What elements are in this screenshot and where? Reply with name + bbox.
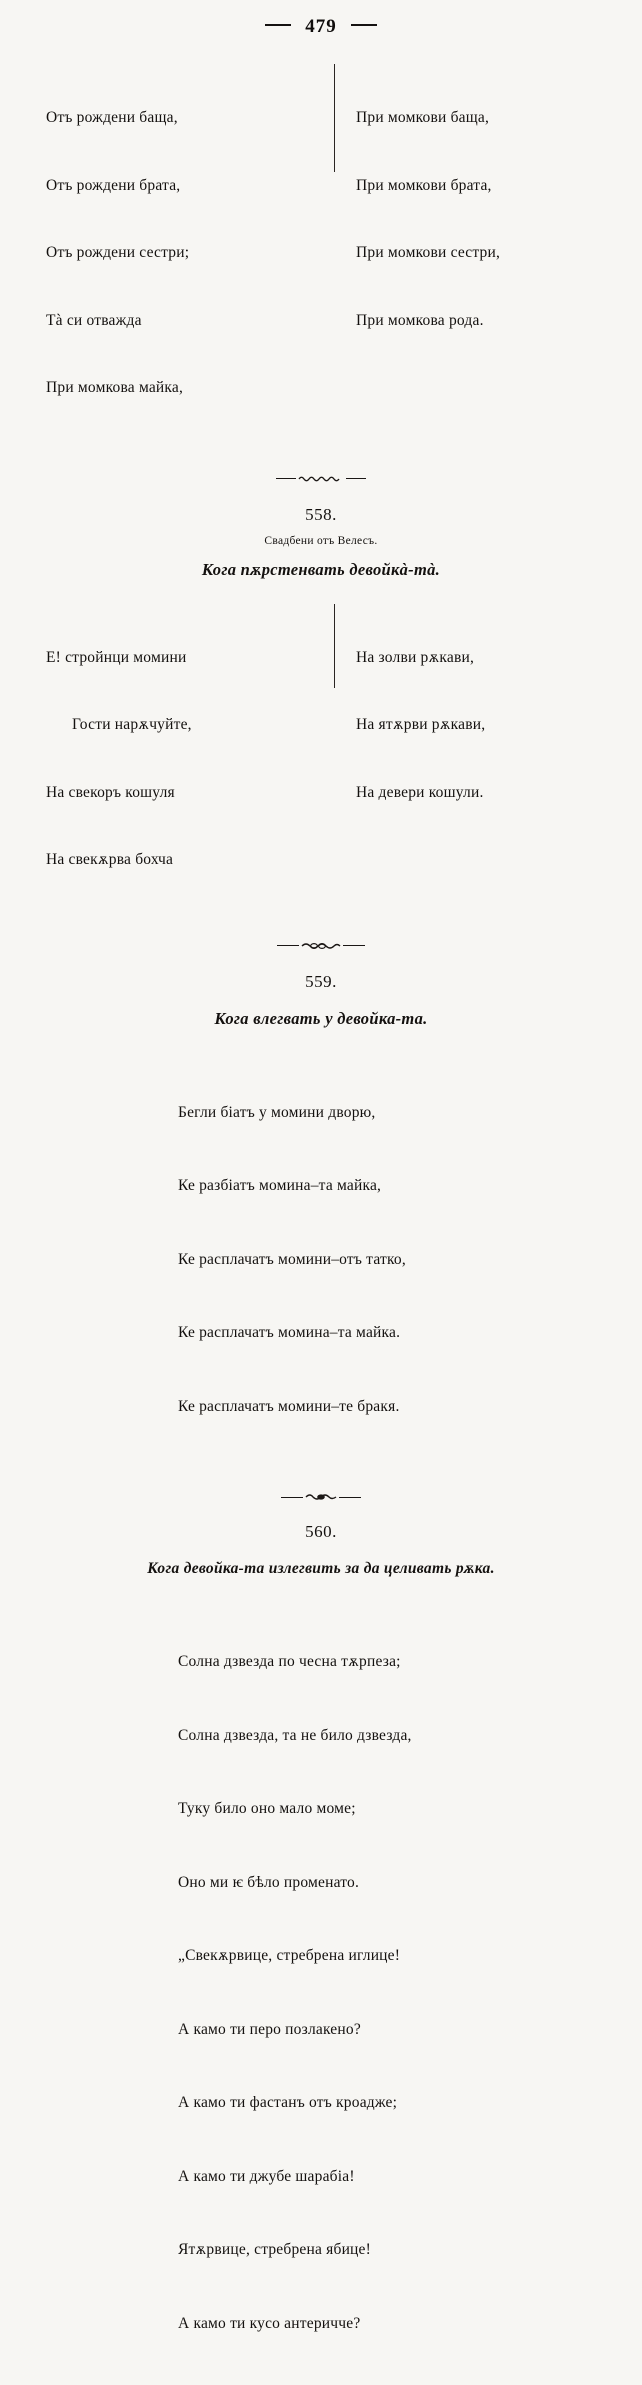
verse-line: При момкови брата, — [356, 176, 492, 194]
verse-line: Е! стройнци момини — [46, 648, 187, 666]
stanza-column-left — [46, 602, 334, 917]
verse-line: При момкови баща, — [356, 109, 490, 126]
ornament-divider — [0, 939, 642, 953]
stanza-column-left — [46, 62, 334, 445]
ornament-bar-left — [277, 945, 299, 946]
verse-line: На свекоръ кошуля — [46, 783, 175, 801]
section-number-560: 560. — [305, 1522, 337, 1541]
stanza-column-right — [334, 602, 485, 917]
section-subtitle-558: Свадбени отъ Велесъ. — [264, 534, 378, 547]
verse-line: Туку било оно мало моме; — [178, 1800, 356, 1817]
verse-line: „Свекѫрвице, стребрена иглице! — [178, 1947, 401, 1964]
verse-line: На свекѫрва бохча — [46, 851, 174, 868]
verse-line: На золви рѫкави, — [356, 648, 475, 666]
verse-line: Отъ рождени сестри; — [46, 244, 190, 261]
ornament-bar-right — [343, 945, 365, 946]
verse-line: При момкови сестри, — [356, 244, 501, 261]
verse-line: Гости нарѫчуйте, — [72, 716, 192, 733]
verse-line: Ятѫрвице, стребрена ябице! — [178, 2241, 371, 2258]
stanza-column-right — [334, 62, 500, 445]
verse-line: А камо ти кусо антеричче? — [178, 2314, 361, 2332]
verse-line: Тà си отважда — [46, 311, 142, 329]
ornament-bar-left — [276, 478, 296, 479]
stanza-two-column-557 — [0, 62, 642, 445]
ornament-knot-icon — [305, 1492, 337, 1502]
section-number-558: 558. — [305, 504, 337, 524]
ornament-bar-right — [339, 1497, 361, 1498]
ornament-divider — [0, 1490, 642, 1504]
verse-line: Ке расплачатъ момини–отъ татко, — [178, 1250, 406, 1268]
ornament-bar-right — [346, 478, 366, 479]
verse-line: Отъ рождени брата, — [46, 176, 181, 194]
song-title-560: Кога девойка-та излегвить за да целивать рѫка. — [147, 1560, 495, 1577]
verse-line: Бегли бiатъ у момини дворю, — [178, 1103, 376, 1121]
verse-line: Отъ рождени баща, — [46, 109, 178, 126]
verse-line: А камо ти перо позлакено? — [178, 2020, 361, 2038]
verse-line: Солна дзвезда, та не било дзвезда, — [178, 1726, 412, 1744]
verse-line: Солна дзвезда по чесна тѫрпеза; — [178, 1653, 401, 1670]
verse-line: А камо ти фастанъ отъ кроадже; — [178, 2094, 398, 2111]
page-header — [0, 0, 642, 46]
verse-line: При момкова майка, — [46, 379, 184, 396]
ornament-squiggle-icon — [298, 474, 344, 484]
verse-line: На ятѫрви рѫкави, — [356, 716, 486, 733]
song-title-558: Кога пѫрстенвать девойкà-тà. — [201, 559, 441, 579]
song-title-559: Кога влегвать у девойка-та. — [214, 1008, 428, 1028]
verse-line: При момкова рода. — [356, 311, 484, 329]
stanza-two-column-558 — [0, 602, 642, 917]
verse-line: Ке расплачатъ момина–та майка. — [178, 1324, 401, 1341]
ornament-divider — [0, 472, 642, 486]
stanza-560 — [0, 1601, 642, 2385]
header-rule-right — [351, 24, 377, 26]
column-divider — [334, 604, 335, 688]
verse-line: Оно ми ѥ бѣло променато. — [178, 1873, 360, 1891]
ornament-bar-left — [281, 1497, 303, 1498]
stanza-559 — [0, 1052, 642, 1469]
verse-line: Ке разбiатъ момина–та майка, — [178, 1177, 382, 1194]
column-divider — [334, 64, 335, 172]
ornament-knot-icon — [301, 941, 341, 951]
section-number-559: 559. — [305, 971, 337, 991]
verse-line: А камо ти джубе шарабiа! — [178, 2167, 355, 2185]
verse-line: На девери кошули. — [356, 783, 484, 801]
verse-line: Ке расплачатъ момини–те бракя. — [178, 1397, 400, 1415]
header-rule-left — [265, 24, 291, 26]
page-number: 479 — [305, 16, 337, 37]
